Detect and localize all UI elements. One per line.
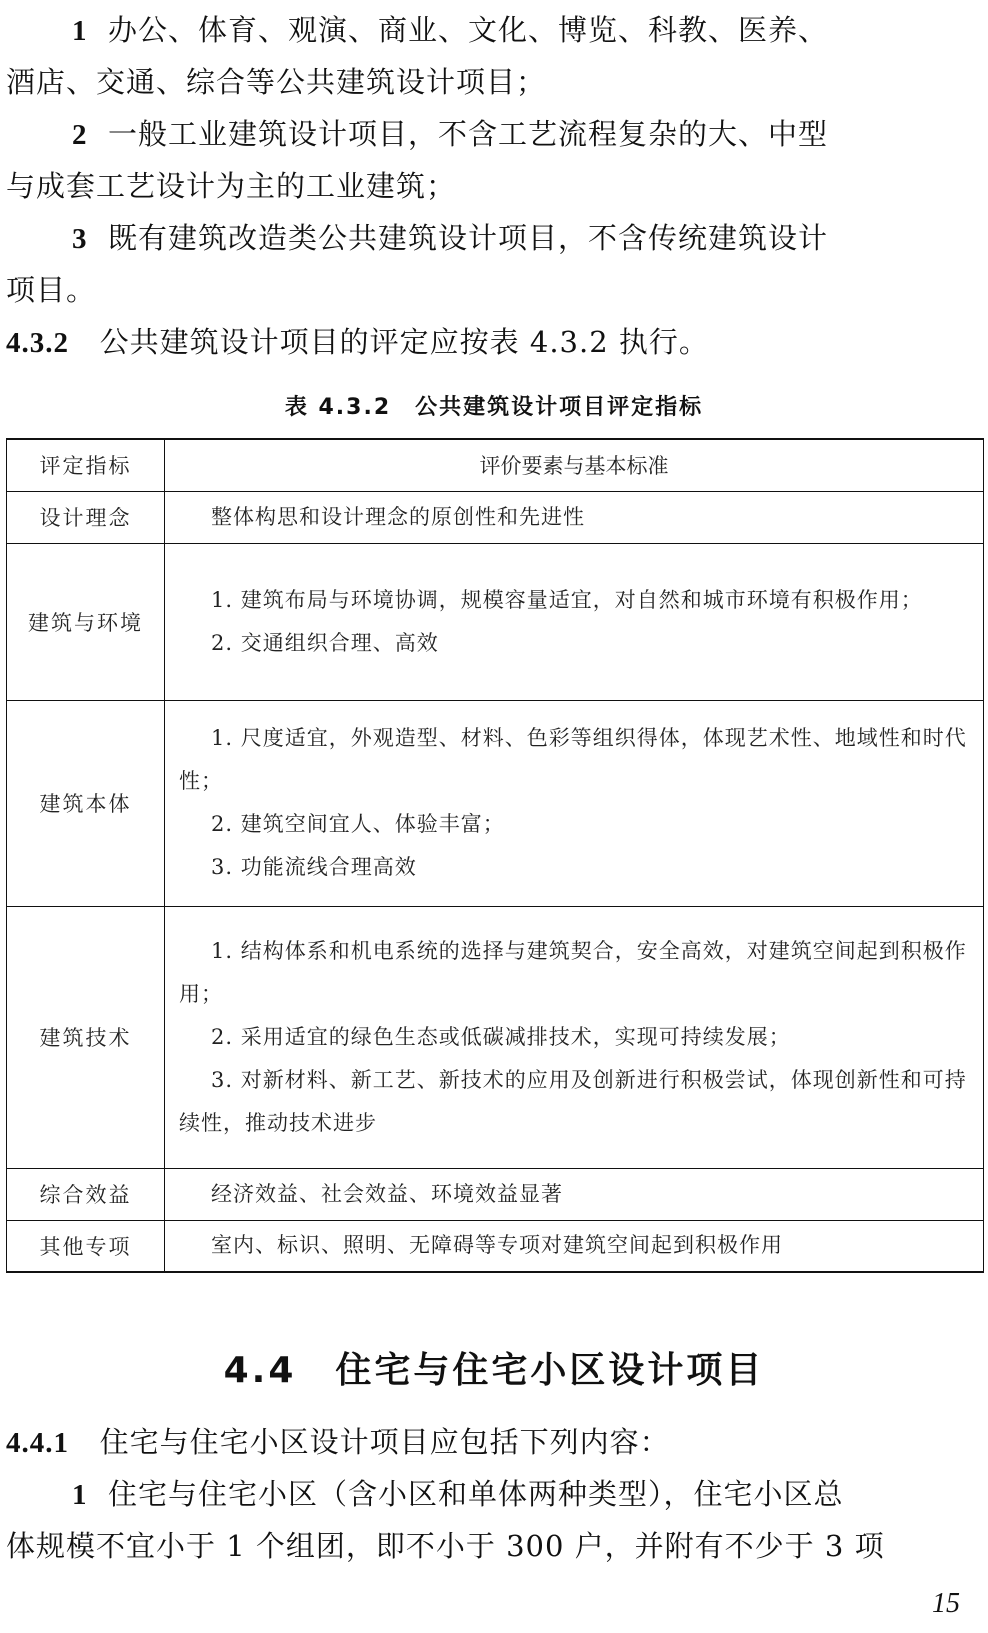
row-key: 建筑本体 <box>7 700 165 906</box>
page-number: 15 <box>932 1588 960 1619</box>
row-key: 建筑技术 <box>7 906 165 1168</box>
row-key: 建筑与环境 <box>7 543 165 700</box>
table-header-row <box>7 439 984 491</box>
table-row <box>7 700 984 906</box>
list-item-2-line2: 与成套工艺设计为主的工业建筑； <box>6 169 457 203</box>
row-value: 经济效益、社会效益、环境效益显著 <box>165 1168 984 1220</box>
criteria-table <box>6 438 984 1273</box>
clause-4-3-2: 4.3.2 公共建筑设计项目的评定应按表 4.3.2 执行。 <box>6 325 709 359</box>
table-row <box>7 1168 984 1220</box>
row-key: 设计理念 <box>7 491 165 543</box>
table-row <box>7 906 984 1168</box>
clause-4-4-1: 4.4.1 住宅与住宅小区设计项目应包括下列内容： <box>6 1425 670 1459</box>
table-row <box>7 543 984 700</box>
header-standard: 评价要素与基本标准 <box>165 439 984 491</box>
list-item-3-line2: 项目。 <box>6 273 97 307</box>
row-value: 室内、标识、照明、无障碍等专项对建筑空间起到积极作用 <box>165 1220 984 1272</box>
row-key: 综合效益 <box>7 1168 165 1220</box>
row-value: 整体构思和设计理念的原创性和先进性 <box>165 491 984 543</box>
table-caption: 表 4.3.2 公共建筑设计项目评定指标 <box>284 395 704 420</box>
row-value: 1. 尺度适宜，外观造型、材料、色彩等组织得体，体现艺术性、地域性和时代性； 2. 建筑空间宜人、体验丰富； 3. 功能流线合理高效 <box>165 700 984 906</box>
list-item-1-line1: 1 办公、体育、观演、商业、文化、博览、科教、医养、 <box>72 13 828 47</box>
table-row <box>7 491 984 543</box>
list-item-bottom-line1: 1 住宅与住宅小区（含小区和单体两种类型），住宅小区总 <box>72 1477 844 1511</box>
section-title-4-4: 4.4 住宅与住宅小区设计项目 <box>223 1350 765 1391</box>
table-row <box>7 1220 984 1272</box>
row-value: 1. 建筑布局与环境协调，规模容量适宜，对自然和城市环境有积极作用； 2. 交通组织合理、高效 <box>165 543 984 700</box>
list-item-2-line1: 2 一般工业建筑设计项目，不含工艺流程复杂的大、中型 <box>72 117 828 151</box>
list-item-bottom-line2: 体规模不宜小于 1 个组团，即不小于 300 户，并附有不少于 3 项 <box>6 1529 885 1563</box>
list-item-1-line2: 酒店、交通、综合等公共建筑设计项目； <box>6 65 547 99</box>
list-item-3-line1: 3 既有建筑改造类公共建筑设计项目，不含传统建筑设计 <box>72 221 828 255</box>
header-criterion: 评定指标 <box>7 439 165 491</box>
row-key: 其他专项 <box>7 1220 165 1272</box>
row-value: 1. 结构体系和机电系统的选择与建筑契合，安全高效，对建筑空间起到积极作用； 2. 采用适宜的绿色生态或低碳减排技术，实现可持续发展； 3. 对新材料、新工艺、新技术的应用及创新进行积极尝试，体现创新性和可持续性，推动技术进步 <box>165 906 984 1168</box>
